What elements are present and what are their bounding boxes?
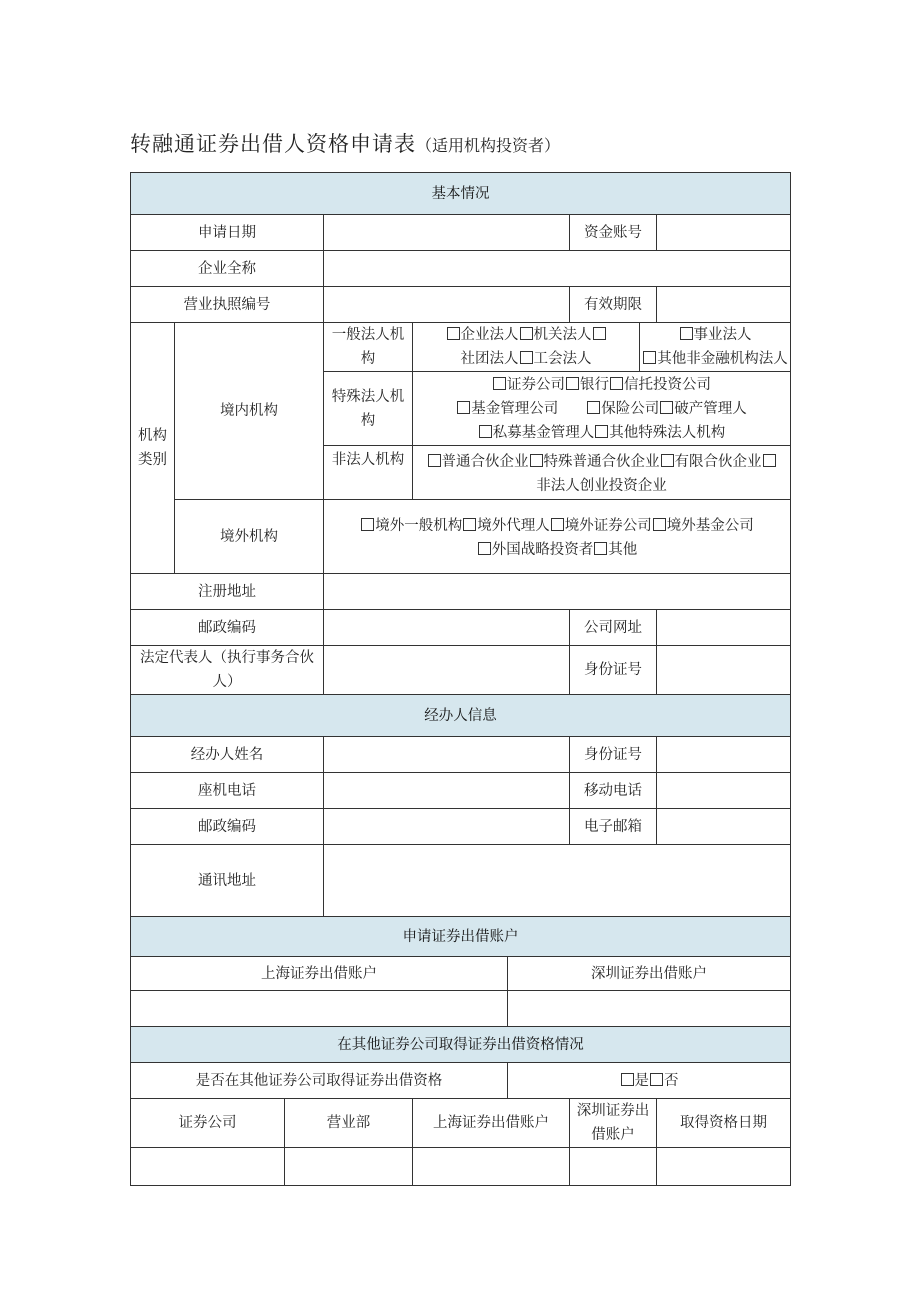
checkbox-overseas-agent[interactable]: [463, 518, 476, 531]
section-other-qualification: 在其他证券公司取得证券出借资格情况: [131, 1027, 791, 1063]
checkbox-bank[interactable]: [566, 377, 579, 390]
checkbox-overseas-securities[interactable]: [551, 518, 564, 531]
field-agent-name[interactable]: [324, 737, 570, 773]
label-special-legal: 特殊法人机构: [324, 372, 413, 446]
general-legal-options: 企业法人 机关法人 社团法人 工会法人: [413, 323, 640, 372]
special-legal-options: 证券公司 银行 信托投资公司 基金管理公司 保险公司 破产管理人 私募基金管理人 其他特殊法人机构: [413, 372, 791, 446]
label-reg-address: 注册地址: [131, 574, 324, 610]
col-sh-account: 上海证券出借账户: [413, 1099, 570, 1148]
application-form: [130, 172, 791, 1186]
field-qualification-date[interactable]: [657, 1148, 791, 1186]
section-agent: 经办人信息: [131, 695, 791, 737]
yes-no-options: 是 否: [508, 1063, 791, 1099]
col-securities-company: 证券公司: [131, 1099, 285, 1148]
field-sh-account[interactable]: [131, 991, 508, 1027]
field-agent-postcode[interactable]: [324, 809, 570, 845]
section-account: 申请证券出借账户: [131, 917, 791, 957]
label-fund-account: 资金账号: [570, 215, 657, 251]
col-sz-account: 深圳证券出借账户: [570, 1099, 657, 1148]
field-mobile[interactable]: [657, 773, 791, 809]
label-agent-postcode: 邮政编码: [131, 809, 324, 845]
checkbox-foreign-strategic[interactable]: [478, 542, 491, 555]
page-title: [130, 128, 560, 158]
label-legal-rep-id: 身份证号: [570, 646, 657, 695]
field-agent-address[interactable]: [324, 845, 791, 917]
label-sh-account: 上海证券出借账户: [131, 957, 508, 991]
checkbox-securities-company[interactable]: [493, 377, 506, 390]
section-basic: 基本情况: [131, 173, 791, 215]
field-landline[interactable]: [324, 773, 570, 809]
checkbox-bankruptcy-admin[interactable]: [660, 401, 673, 414]
label-sz-account: 深圳证券出借账户: [508, 957, 791, 991]
label-agent-id: 身份证号: [570, 737, 657, 773]
checkbox-no[interactable]: [650, 1073, 663, 1086]
label-valid-period: 有效期限: [570, 287, 657, 323]
label-non-legal: 非法人机构: [324, 446, 413, 500]
checkbox-fund-management[interactable]: [457, 401, 470, 414]
field-agent-id[interactable]: [657, 737, 791, 773]
checkbox-other-nonfinancial[interactable]: [643, 351, 656, 364]
field-website[interactable]: [657, 610, 791, 646]
checkbox-trust-company[interactable]: [610, 377, 623, 390]
label-apply-date: 申请日期: [131, 215, 324, 251]
checkbox-special-partnership[interactable]: [530, 454, 543, 467]
overseas-options: 境外一般机构 境外代理人 境外证券公司 境外基金公司 外国战略投资者 其他: [324, 500, 791, 574]
label-domestic: 境内机构: [175, 323, 324, 500]
checkbox-overseas-fund[interactable]: [653, 518, 666, 531]
col-qualification-date: 取得资格日期: [657, 1099, 791, 1148]
checkbox-social-legal-a[interactable]: [593, 327, 606, 340]
label-general-legal: 一般法人机构: [324, 323, 413, 372]
checkbox-private-fund[interactable]: [479, 425, 492, 438]
checkbox-insurance-company[interactable]: [587, 401, 600, 414]
field-other-sz-account[interactable]: [570, 1148, 657, 1186]
label-mobile: 移动电话: [570, 773, 657, 809]
field-reg-address[interactable]: [324, 574, 791, 610]
label-company-name: 企业全称: [131, 251, 324, 287]
checkbox-government-legal[interactable]: [520, 327, 533, 340]
checkbox-institution-legal[interactable]: [680, 327, 693, 340]
field-license-no[interactable]: [324, 287, 570, 323]
field-email[interactable]: [657, 809, 791, 845]
col-branch: 营业部: [285, 1099, 413, 1148]
checkbox-union-legal[interactable]: [520, 351, 533, 364]
checkbox-yes[interactable]: [621, 1073, 634, 1086]
non-legal-options: 普通合伙企业 特殊普通合伙企业 有限合伙企业 非法人创业投资企业: [413, 446, 791, 500]
field-securities-company[interactable]: [131, 1148, 285, 1186]
field-valid-period[interactable]: [657, 287, 791, 323]
label-legal-rep: 法定代表人（执行事务合伙人）: [131, 646, 324, 695]
checkbox-other-special[interactable]: [595, 425, 608, 438]
checkbox-overseas-other[interactable]: [594, 542, 607, 555]
label-license-no: 营业执照编号: [131, 287, 324, 323]
checkbox-venture-capital[interactable]: [763, 454, 776, 467]
title-sub: （适用机构投资者）: [416, 136, 561, 155]
label-postcode: 邮政编码: [131, 610, 324, 646]
label-org-type: 机构类别: [131, 323, 175, 574]
field-sz-account[interactable]: [508, 991, 791, 1027]
label-agent-name: 经办人姓名: [131, 737, 324, 773]
label-landline: 座机电话: [131, 773, 324, 809]
label-email: 电子邮箱: [570, 809, 657, 845]
field-postcode[interactable]: [324, 610, 570, 646]
label-website: 公司网址: [570, 610, 657, 646]
checkbox-general-partnership[interactable]: [428, 454, 441, 467]
field-branch[interactable]: [285, 1148, 413, 1186]
field-other-sh-account[interactable]: [413, 1148, 570, 1186]
field-legal-rep[interactable]: [324, 646, 570, 695]
general-legal-options-2: 事业法人 其他非金融机构法人: [640, 323, 791, 372]
label-overseas: 境外机构: [175, 500, 324, 574]
field-apply-date[interactable]: [324, 215, 570, 251]
label-agent-address: 通讯地址: [131, 845, 324, 917]
field-legal-rep-id[interactable]: [657, 646, 791, 695]
title-main: 转融通证券出借人资格申请表: [130, 132, 416, 156]
field-fund-account[interactable]: [657, 215, 791, 251]
checkbox-overseas-general[interactable]: [361, 518, 374, 531]
checkbox-enterprise-legal[interactable]: [447, 327, 460, 340]
field-company-name[interactable]: [324, 251, 791, 287]
checkbox-limited-partnership[interactable]: [661, 454, 674, 467]
label-other-question: 是否在其他证券公司取得证券出借资格: [131, 1063, 508, 1099]
